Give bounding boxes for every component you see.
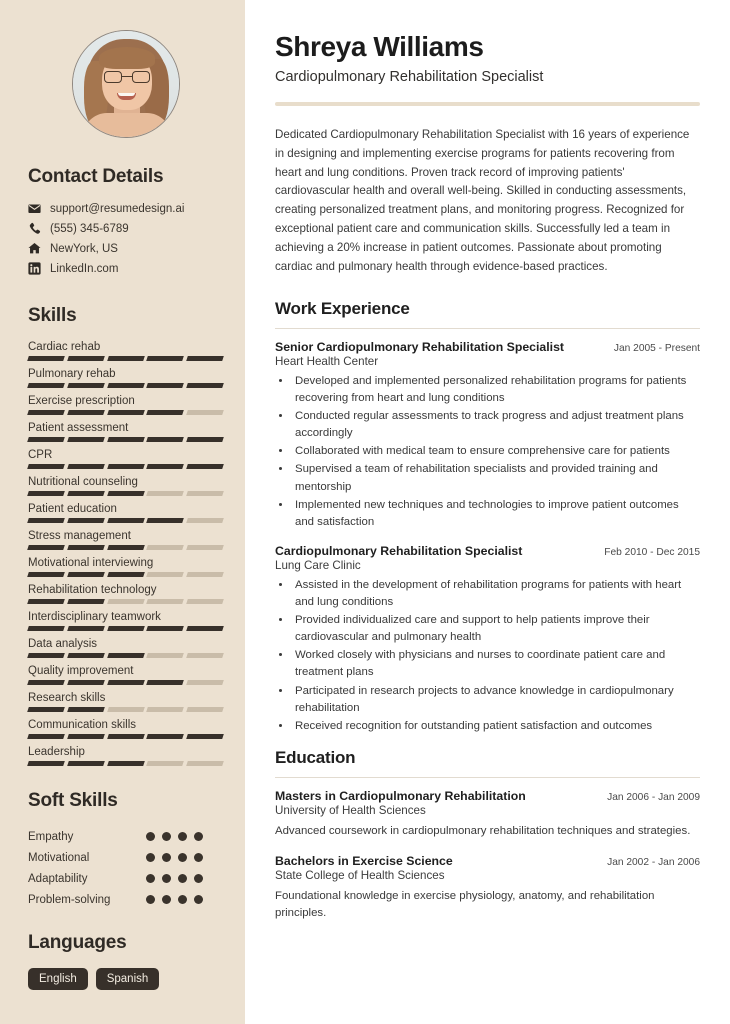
soft-skill-rating	[146, 895, 203, 904]
skill-bar-segment	[147, 761, 184, 766]
skill-item	[28, 584, 223, 604]
skill-level-bar	[28, 383, 223, 388]
skill-bar-segment	[147, 572, 184, 577]
work-entry-list	[275, 340, 700, 735]
skill-level-bar	[28, 518, 223, 523]
job-title: Cardiopulmonary Rehabilitation Specialist	[275, 543, 523, 558]
rating-dot	[146, 832, 155, 841]
date-range: Jan 2005 - Present	[613, 342, 700, 354]
sidebar	[0, 0, 245, 1024]
skill-label: Motivational interviewing	[28, 557, 154, 569]
soft-skill-label: Problem-solving	[28, 893, 111, 906]
skill-bar-segment	[27, 545, 64, 550]
contact-item-linkedin[interactable]	[28, 262, 223, 275]
skill-level-bar	[28, 464, 223, 469]
skill-item	[28, 476, 223, 496]
rating-dot	[162, 874, 171, 883]
skill-bar-segment	[186, 545, 223, 550]
soft-skills-heading: Soft Skills	[28, 790, 118, 811]
home-icon	[28, 242, 41, 255]
skill-item	[28, 341, 223, 361]
skill-item	[28, 422, 223, 442]
skill-bar-segment	[107, 761, 144, 766]
skill-level-bar	[28, 734, 223, 739]
entry-header	[275, 789, 700, 803]
skill-bar-segment	[107, 707, 144, 712]
education-entry	[275, 854, 700, 923]
skill-bar-segment	[27, 572, 64, 577]
skill-bar-segment	[186, 680, 223, 685]
rating-dot	[162, 832, 171, 841]
envelope-icon	[28, 202, 41, 215]
contact-item-phone[interactable]	[28, 222, 223, 235]
skill-bar-segment	[186, 626, 223, 631]
skill-bar-segment	[107, 437, 144, 442]
skill-bar-segment	[186, 410, 223, 415]
rating-dot	[146, 895, 155, 904]
list-item: • Conducted regular assessments to track progress and adjust treatment plans accordingly	[292, 408, 700, 442]
skill-item	[28, 368, 223, 388]
rating-dot	[178, 853, 187, 862]
avatar	[28, 30, 223, 138]
skill-bar-segment	[107, 356, 144, 361]
language-tag: Spanish	[96, 968, 160, 990]
skill-bar-segment	[186, 572, 223, 577]
skill-level-bar	[28, 491, 223, 496]
skill-bar-segment	[27, 707, 64, 712]
skill-bar-segment	[27, 653, 64, 658]
work-experience-section	[275, 299, 700, 735]
rating-dot	[194, 832, 203, 841]
education-entry	[275, 789, 700, 841]
skill-bar-segment	[107, 383, 144, 388]
soft-skill-rating	[146, 874, 203, 883]
skill-bar-segment	[27, 410, 64, 415]
skill-bar-segment	[186, 383, 223, 388]
date-range: Jan 2002 - Jan 2006	[607, 856, 700, 868]
date-range: Jan 2006 - Jan 2009	[607, 791, 700, 803]
work-entry	[275, 544, 700, 735]
contact-value-linkedin: LinkedIn.com	[50, 262, 119, 275]
skill-label: Rehabilitation technology	[28, 584, 157, 596]
main-content	[245, 0, 730, 1024]
skill-level-bar	[28, 572, 223, 577]
soft-skill-label: Adaptability	[28, 872, 88, 885]
skill-label: CPR	[28, 449, 53, 461]
skill-bar-segment	[147, 626, 184, 631]
skill-bar-segment	[186, 518, 223, 523]
skill-level-bar	[28, 437, 223, 442]
skill-bar-segment	[186, 761, 223, 766]
skill-item	[28, 638, 223, 658]
skill-bar-segment	[27, 356, 64, 361]
skill-bar-segment	[27, 626, 64, 631]
page-title: Shreya Williams	[275, 31, 484, 62]
skill-item	[28, 746, 223, 766]
profile-photo	[72, 30, 180, 138]
skill-bar-segment	[147, 437, 184, 442]
language-tag: English	[28, 968, 88, 990]
list-item: • Received recognition for outstanding patient satisfaction and outcomes	[292, 718, 700, 735]
skill-item	[28, 395, 223, 415]
skill-bar-segment	[67, 410, 104, 415]
job-headline: Cardiopulmonary Rehabilitation Specialist	[275, 68, 544, 85]
rating-dot	[194, 874, 203, 883]
skill-bar-segment	[67, 680, 104, 685]
rating-dot	[146, 874, 155, 883]
skill-item	[28, 503, 223, 523]
skill-bar-segment	[147, 545, 184, 550]
skill-bar-segment	[67, 572, 104, 577]
skill-bar-segment	[67, 518, 104, 523]
skill-bar-segment	[107, 518, 144, 523]
job-title: Senior Cardiopulmonary Rehabilitation Specialist	[275, 339, 565, 354]
skill-bar-segment	[147, 518, 184, 523]
rating-dot	[194, 853, 203, 862]
skill-item	[28, 665, 223, 685]
skill-bar-segment	[186, 437, 223, 442]
soft-skill-label: Empathy	[28, 830, 74, 843]
skill-level-bar	[28, 653, 223, 658]
skills-list	[28, 341, 223, 766]
list-item: • Assisted in the development of rehabilitation programs for patients with heart and lung conditions	[292, 577, 700, 611]
languages-section	[28, 932, 223, 990]
entry-header	[275, 340, 700, 354]
skills-heading: Skills	[28, 305, 77, 326]
soft-skill-label: Motivational	[28, 851, 90, 864]
entry-header	[275, 544, 700, 558]
skill-label: Research skills	[28, 692, 106, 704]
rating-dot	[178, 895, 187, 904]
rating-dot	[162, 853, 171, 862]
contact-value-email: support@resumedesign.ai	[50, 202, 185, 215]
rating-dot	[194, 895, 203, 904]
skill-level-bar	[28, 545, 223, 550]
skill-bar-segment	[27, 599, 64, 604]
degree-title: Bachelors in Exercise Science	[275, 853, 453, 868]
skill-bar-segment	[27, 464, 64, 469]
institution-name: University of Health Sciences	[275, 803, 426, 817]
skill-bar-segment	[107, 599, 144, 604]
contact-value-location: NewYork, US	[50, 242, 118, 255]
skill-bar-segment	[107, 545, 144, 550]
soft-skill-item	[28, 847, 223, 868]
rating-dot	[178, 832, 187, 841]
skill-bar-segment	[186, 599, 223, 604]
list-item: • Provided individualized care and support to help patients improve their cardiovascular and pulmonary health	[292, 612, 700, 646]
skill-bar-segment	[147, 464, 184, 469]
list-item: • Implemented new techniques and technologies to improve patient outcomes and satisfaction	[292, 497, 700, 531]
section-divider	[275, 777, 700, 778]
accent-divider	[275, 102, 700, 106]
skill-bar-segment	[27, 734, 64, 739]
skill-label: Data analysis	[28, 638, 98, 650]
responsibility-list	[292, 373, 700, 531]
soft-skill-item	[28, 826, 223, 847]
skill-bar-segment	[147, 410, 184, 415]
skill-bar-segment	[67, 626, 104, 631]
skill-label: Leadership	[28, 746, 85, 758]
languages-heading: Languages	[28, 932, 127, 953]
skill-item	[28, 449, 223, 469]
skill-bar-segment	[147, 707, 184, 712]
phone-icon	[28, 222, 41, 235]
contact-details-heading: Contact Details	[28, 166, 164, 187]
skill-bar-segment	[67, 356, 104, 361]
linkedin-icon	[28, 262, 41, 275]
skill-label: Quality improvement	[28, 665, 134, 677]
skill-bar-segment	[147, 383, 184, 388]
skill-bar-segment	[67, 383, 104, 388]
skill-label: Patient education	[28, 503, 117, 515]
skill-bar-segment	[27, 761, 64, 766]
skill-item	[28, 611, 223, 631]
education-section	[275, 748, 700, 923]
skill-label: Pulmonary rehab	[28, 368, 116, 380]
skill-label: Patient assessment	[28, 422, 129, 434]
skill-bar-segment	[186, 707, 223, 712]
skill-bar-segment	[67, 491, 104, 496]
rating-dot	[162, 895, 171, 904]
skill-bar-segment	[67, 734, 104, 739]
education-entry-list	[275, 789, 700, 923]
skill-bar-segment	[147, 734, 184, 739]
list-item: • Participated in research projects to advance knowledge in cardiopulmonary rehabilitation	[292, 683, 700, 717]
skill-bar-segment	[107, 734, 144, 739]
list-item: • Worked closely with physicians and nurses to coordinate patient care and treatment plans	[292, 647, 700, 681]
education-description: Foundational knowledge in exercise physiology, anatomy, and rehabilitation principles.	[275, 889, 655, 920]
skill-bar-segment	[147, 356, 184, 361]
entry-header	[275, 854, 700, 868]
skill-label: Stress management	[28, 530, 131, 542]
skill-label: Interdisciplinary teamwork	[28, 611, 161, 623]
soft-skills-list	[28, 826, 223, 910]
skill-label: Nutritional counseling	[28, 476, 138, 488]
skill-bar-segment	[27, 491, 64, 496]
skill-item	[28, 557, 223, 577]
employer-name: Lung Care Clinic	[275, 558, 361, 572]
skill-bar-segment	[27, 437, 64, 442]
skill-bar-segment	[147, 599, 184, 604]
contact-item-location[interactable]	[28, 242, 223, 255]
institution-name: State College of Health Sciences	[275, 868, 445, 882]
skill-bar-segment	[107, 653, 144, 658]
rating-dot	[178, 874, 187, 883]
work-entry	[275, 340, 700, 531]
skill-bar-segment	[186, 356, 223, 361]
skill-bar-segment	[67, 653, 104, 658]
soft-skill-rating	[146, 832, 203, 841]
skill-bar-segment	[27, 680, 64, 685]
skill-bar-segment	[107, 680, 144, 685]
skill-bar-segment	[147, 653, 184, 658]
skill-bar-segment	[107, 572, 144, 577]
contact-list	[28, 202, 223, 275]
rating-dot	[146, 853, 155, 862]
language-tag-list	[28, 968, 223, 990]
skill-bar-segment	[67, 599, 104, 604]
skill-item	[28, 530, 223, 550]
skill-label: Cardiac rehab	[28, 341, 101, 353]
list-item: • Supervised a team of rehabilitation specialists and provided training and mentorship	[292, 461, 700, 495]
skill-label: Exercise prescription	[28, 395, 135, 407]
skill-level-bar	[28, 680, 223, 685]
education-heading: Education	[275, 747, 356, 767]
section-divider	[275, 328, 700, 329]
skill-level-bar	[28, 626, 223, 631]
degree-title: Masters in Cardiopulmonary Rehabilitation	[275, 788, 526, 803]
skill-bar-segment	[186, 653, 223, 658]
skill-bar-segment	[67, 707, 104, 712]
skill-bar-segment	[67, 761, 104, 766]
education-description: Advanced coursework in cardiopulmonary rehabilitation techniques and strategies.	[275, 824, 691, 837]
work-experience-heading: Work Experience	[275, 298, 410, 318]
skill-item	[28, 719, 223, 739]
skill-bar-segment	[107, 464, 144, 469]
list-item: • Collaborated with medical team to ensure comprehensive care for patients	[292, 443, 700, 460]
skill-bar-segment	[186, 734, 223, 739]
skill-label: Communication skills	[28, 719, 137, 731]
list-item: • Developed and implemented personalized rehabilitation programs for patients recovering from heart and lung conditions	[292, 373, 700, 407]
skill-item	[28, 692, 223, 712]
responsibility-list	[292, 577, 700, 735]
skill-level-bar	[28, 761, 223, 766]
soft-skill-item	[28, 868, 223, 889]
skill-level-bar	[28, 599, 223, 604]
professional-summary: Dedicated Cardiopulmonary Rehabilitation Specialist with 16 years of experience in designing and implementing exercise programs for patients recovering from heart and lung conditions. Proven track record of improving patients' cardiovascular health and overall well-being. Skilled in conducting assessments, creating personalized treatment plans, and monitoring progress. Recognized for exceptional patient care and communication skills. Successfully led a team in achieving a 20% increase in patient outcomes. Passionate about promoting cardiac and pulmonary health through evidence-based practices.	[275, 127, 690, 274]
skill-bar-segment	[67, 437, 104, 442]
date-range: Feb 2010 - Dec 2015	[604, 546, 700, 558]
skill-bar-segment	[107, 410, 144, 415]
contact-value-phone: (555) 345-6789	[50, 222, 129, 235]
skill-bar-segment	[186, 464, 223, 469]
skill-bar-segment	[107, 626, 144, 631]
skill-level-bar	[28, 356, 223, 361]
skill-bar-segment	[67, 464, 104, 469]
soft-skill-rating	[146, 853, 203, 862]
skill-bar-segment	[186, 491, 223, 496]
employer-name: Heart Health Center	[275, 354, 379, 368]
skill-bar-segment	[107, 491, 144, 496]
skill-level-bar	[28, 707, 223, 712]
skill-bar-segment	[27, 383, 64, 388]
skill-bar-segment	[147, 491, 184, 496]
soft-skill-item	[28, 889, 223, 910]
skill-bar-segment	[147, 680, 184, 685]
glasses-icon	[104, 71, 150, 83]
skill-level-bar	[28, 410, 223, 415]
skill-bar-segment	[67, 545, 104, 550]
skill-bar-segment	[27, 518, 64, 523]
contact-item-email[interactable]	[28, 202, 223, 215]
